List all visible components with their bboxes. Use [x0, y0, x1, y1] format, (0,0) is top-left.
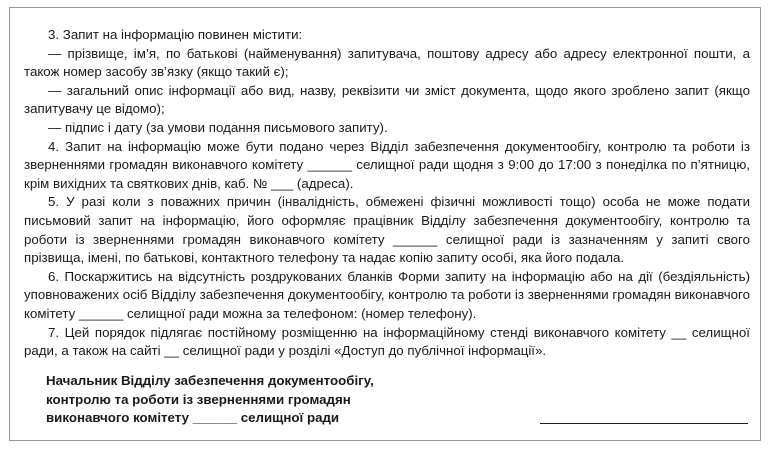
list-item-name-address: — прізвище, ім’я, по батькові (найменування) запитувача, поштову адресу або адресу електронної пошти, а також номер засобу зв’язку (якщо такий є);: [24, 45, 750, 80]
document-body: [24, 26, 750, 361]
paragraph-5: 5. У разі коли з поважних причин (інвалідність, обмежені фізичні можливості тощо) особа не може подати письмовий запит на інформацію, його оформляє працівник Відділу забезпечення документообігу, контролю та роботи із зверненнями громадян виконавчого комітету ______ селищної ради із зазначенням у запиті свого прізвища, імені, по батькові, контактного телефону та надає копію запиту особі, яка його подала.: [24, 194, 750, 266]
signature-underline: [540, 423, 748, 424]
signature-line-3: виконавчого комітету ______ селищної ради: [46, 410, 340, 426]
paragraph-4: 4. Запит на інформацію може бути подано через Відділ забезпечення документообігу, контролю та роботи із зверненнями громадян виконавчого комітету ______ селищної ради щодня з 9:00 до 17:00 з понеділка по п’ятницю, крім вихідних та святкових днів, каб. № ___ (адреса).: [24, 138, 750, 191]
paragraph-3-heading: 3. Запит на інформацію повинен містити:: [48, 27, 303, 42]
signature-block: [46, 372, 466, 428]
list-item-description: — загальний опис інформації або вид, назву, реквізити чи зміст документа, щодо якого зроблено запит (якщо запитувачу це відомо);: [24, 82, 750, 117]
signature-line-1: Начальник Відділу забезпечення документообігу,: [46, 373, 374, 388]
signature-line-2: контролю та роботи із зверненнями громадян: [46, 391, 351, 407]
list-item-signature-date: — підпис і дату (за умови подання письмового запиту).: [48, 119, 388, 135]
paragraph-7: 7. Цей порядок підлягає постійному розміщенню на інформаційному стенді виконавчого комітету __ селищної ради, а також на сайті __ селищної ради у розділі «Доступ до публічної інформації».: [24, 324, 750, 359]
paragraph-6: 6. Поскаржитись на відсутність роздрукованих бланків Форми запиту на інформацію або на дії (бездіяльність) уповноважених осіб Відділу забезпечення документообігу, контролю та роботи із зверненнями громадян виконавчого комітету ______ селищної ради можна за телефоном: (номер телефону).: [24, 268, 750, 321]
